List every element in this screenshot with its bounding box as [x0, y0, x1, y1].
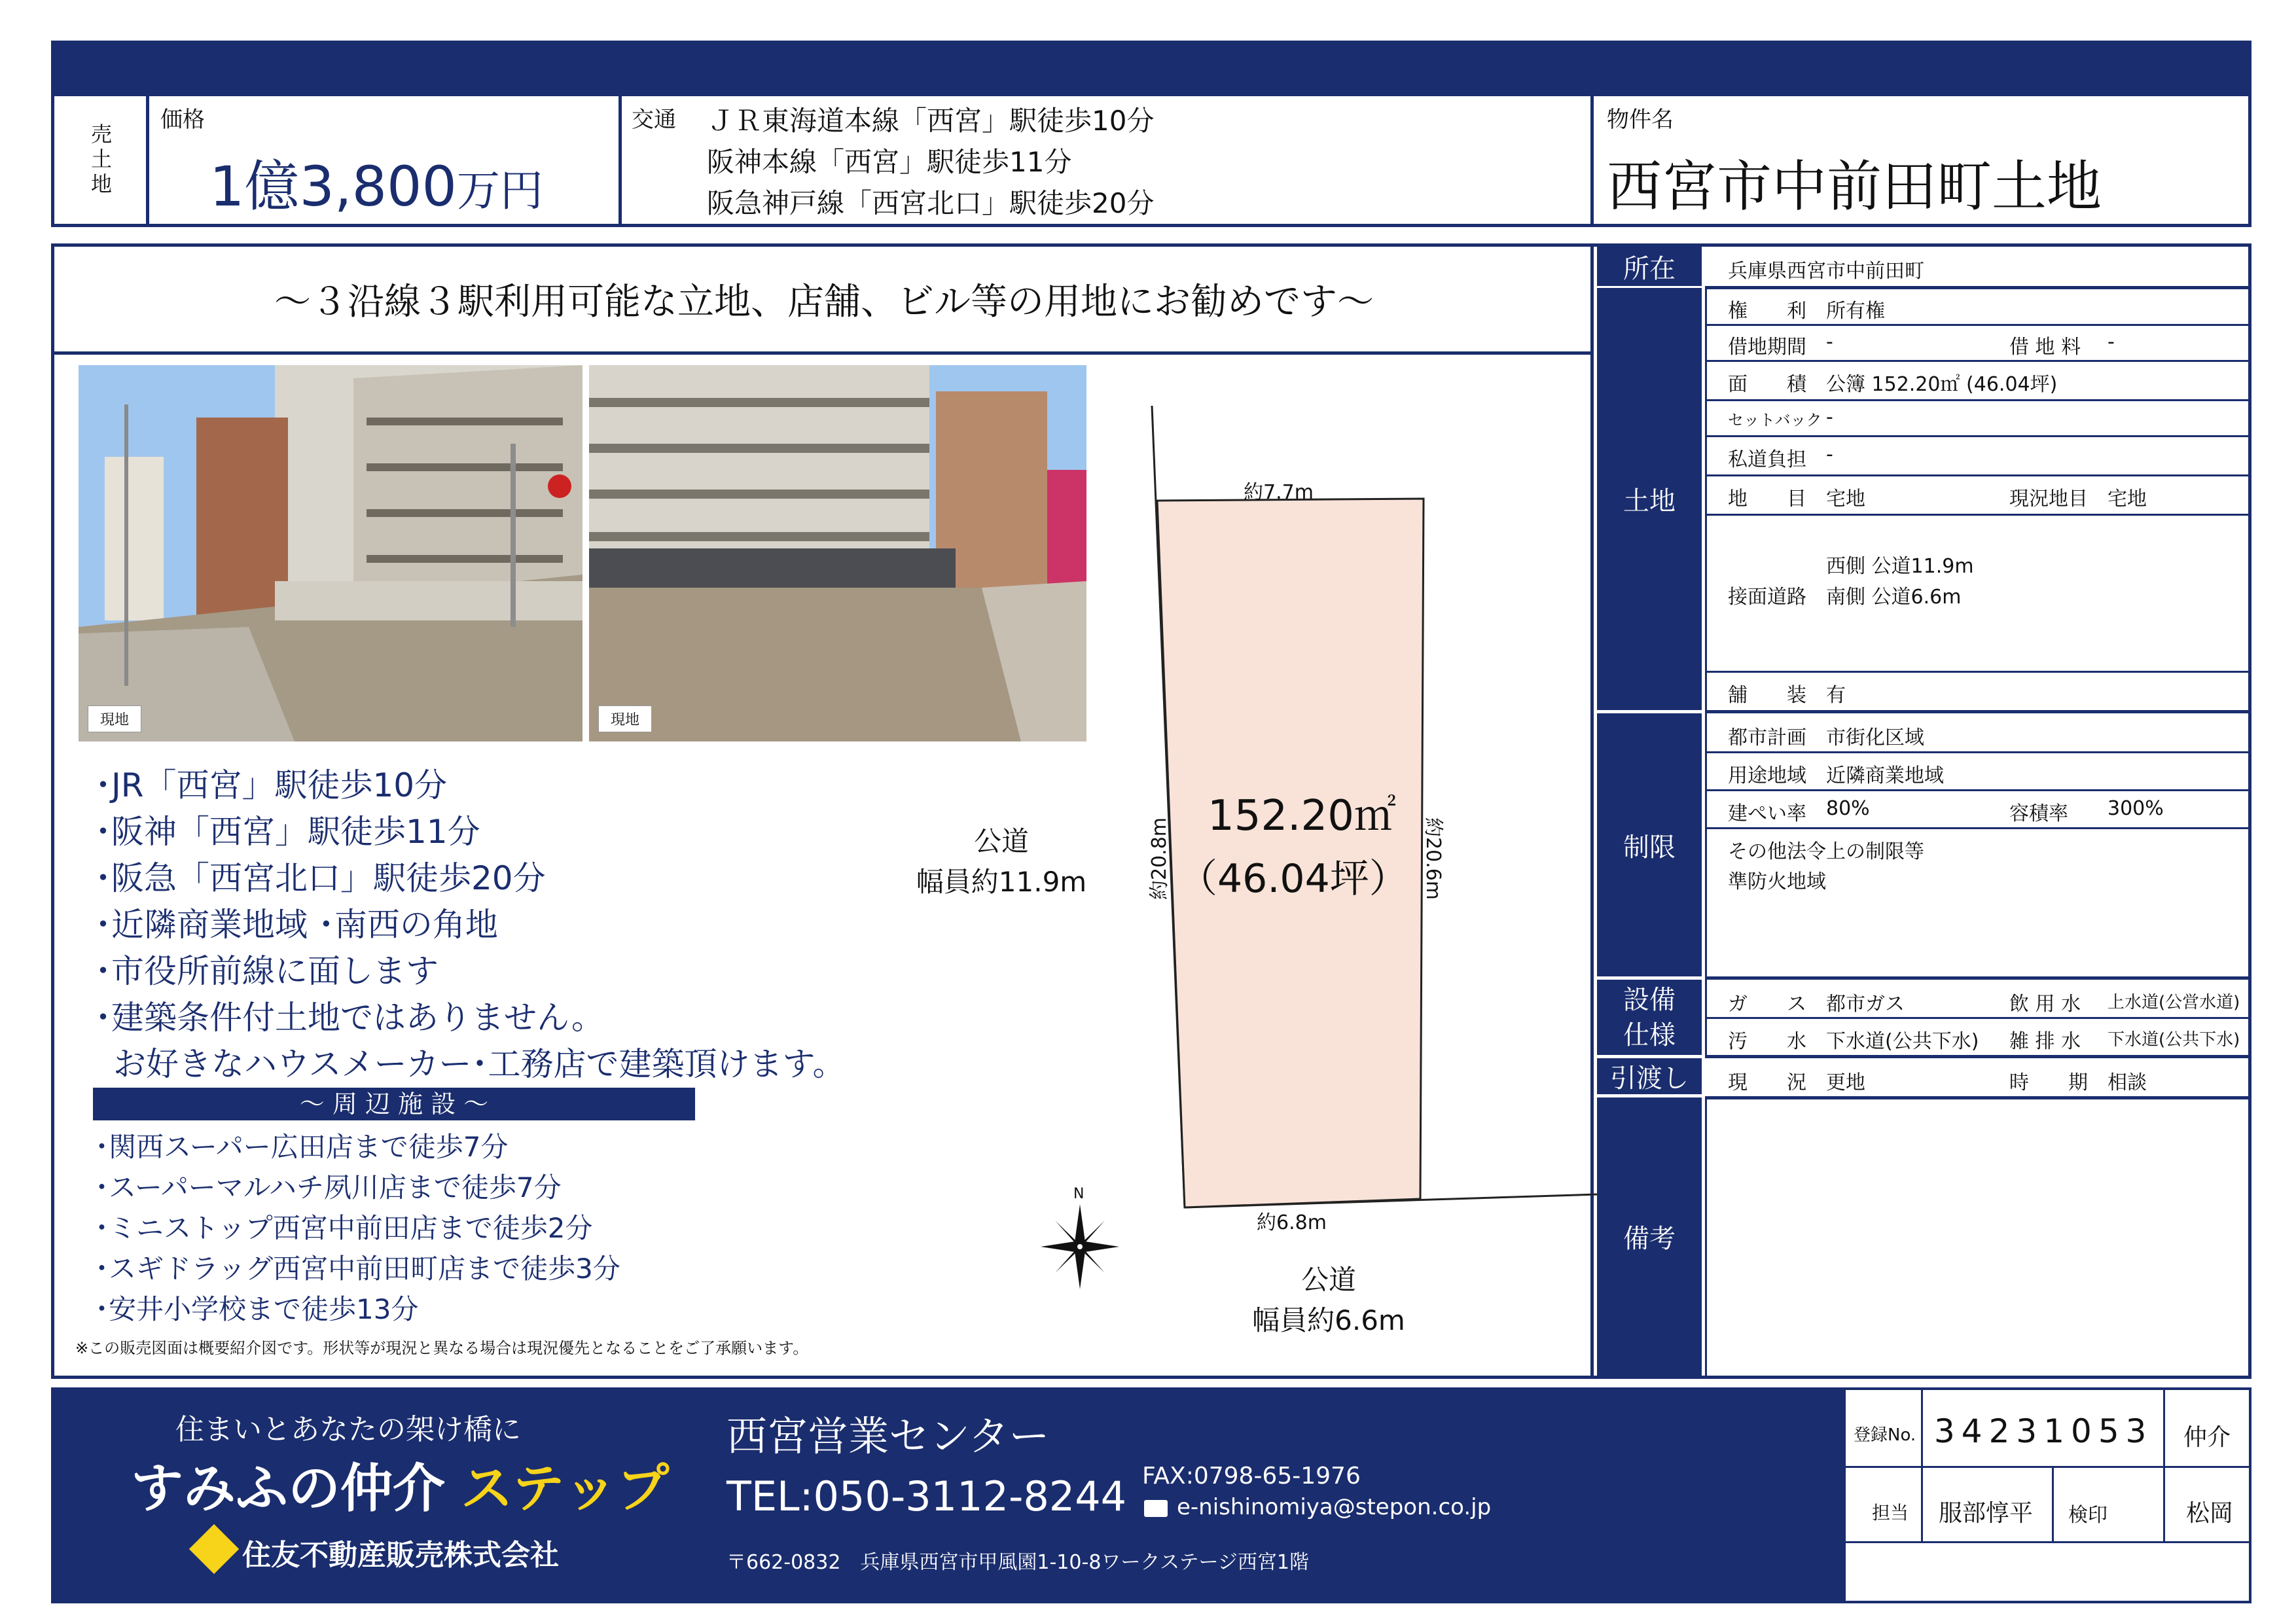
spec-sewage	[1705, 1017, 2248, 1058]
spec-zoning	[1705, 751, 2248, 791]
sale-type-cell	[54, 96, 149, 224]
spec-value: -	[1826, 406, 1833, 429]
spec-gas	[1705, 980, 2248, 1019]
spec-value: 兵庫県西宮市中前田町	[1728, 260, 1924, 283]
highlight-item: お好きなハウスメーカー･工務店で建築頂けます。	[113, 1045, 846, 1083]
spec-category	[1705, 474, 2248, 516]
spec-private-road	[1705, 435, 2248, 476]
fax: FAX:0798-65-1976	[1142, 1463, 1361, 1489]
south-road-label	[1217, 1260, 1440, 1341]
catch-box	[54, 247, 1594, 355]
spec-value: 南側 公道6.6m	[1826, 586, 1962, 609]
spec-column-line	[1705, 288, 1707, 1055]
access-label: 交通	[632, 107, 676, 133]
sale-type: 売土地	[88, 122, 113, 198]
spec-value: 準防火地域	[1728, 870, 1826, 893]
spec-location	[1705, 247, 2248, 289]
spec-value: 市街化区域	[1826, 726, 1924, 749]
spec-value: 相談	[2108, 1071, 2147, 1094]
spec-value: 下水道(公共下水)	[2108, 1030, 2240, 1050]
spec-label: 地 目	[1728, 488, 1806, 510]
highlight-item: ･建築条件付土地ではありません。	[95, 999, 604, 1037]
disclaimer: ※この販売図面は概要紹介図です。形状等が現況と異なる場合は現況優先となることをご了承願います。	[75, 1339, 809, 1357]
location-header: 所在	[1597, 247, 1702, 286]
photo-caption: 現地	[598, 705, 652, 732]
spec-value: 宅地	[1826, 488, 1865, 510]
spec-label: 面 積	[1728, 373, 1806, 396]
spec-setback	[1705, 399, 2248, 437]
spec-label: 都市計画	[1728, 726, 1806, 749]
spec-label: 現況地目	[2009, 488, 2088, 510]
price-unit: 万円	[456, 166, 543, 216]
spec-label: 借 地 料	[2009, 336, 2081, 359]
nearby-list	[95, 1127, 620, 1330]
highlight-item: ･阪神「西宮」駅徒歩11分	[95, 813, 480, 851]
highlight-item: ･阪急「西宮北口」駅徒歩20分	[95, 859, 546, 897]
address: 〒662-0832 兵庫県西宮市甲風園1-10-8ワークステージ西宮1階	[726, 1551, 1310, 1574]
spec-label: 建ぺい率	[1728, 802, 1806, 825]
site-photo-2	[589, 365, 1086, 741]
spec-label: 雑 排 水	[2009, 1030, 2081, 1053]
spec-ratio	[1705, 789, 2248, 829]
right-depth: 約20.6m	[1422, 817, 1445, 901]
spec-value: 所有権	[1826, 300, 1885, 323]
bottom-width: 約6.8m	[1257, 1211, 1327, 1234]
spec-label: その他法令上の制限等	[1728, 840, 1924, 863]
spec-label: セットバック	[1728, 411, 1822, 429]
email: e-nishinomiya@stepon.co.jp	[1177, 1494, 1492, 1520]
road-type: 公道	[973, 825, 1029, 857]
spec-label: 飲 用 水	[2009, 993, 2081, 1016]
spec-value: -	[1826, 330, 1833, 353]
spec-value: 80%	[1826, 797, 1870, 820]
spec-value: 有	[1826, 684, 1846, 707]
spec-value: 公簿 152.20㎡ (46.04坪)	[1826, 373, 2058, 396]
land-header: 土地	[1597, 288, 1702, 710]
access-line-3: 阪急神戸線「西宮北口」駅徒歩20分	[707, 187, 1155, 219]
spec-label: 現 況	[1728, 1071, 1806, 1094]
spec-value: -	[2108, 330, 2115, 353]
brand-main: すみふの仲介	[131, 1458, 445, 1519]
nearby-item: ･関西スーパー広田店まで徒歩7分	[95, 1131, 509, 1163]
access-line-2: 阪神本線「西宮」駅徒歩11分	[707, 146, 1072, 178]
area-sqm: 152.20㎡	[1208, 792, 1396, 840]
spec-road	[1705, 514, 2248, 673]
spec-value: 近隣商業地域	[1826, 764, 1944, 787]
spec-value: 都市ガス	[1826, 993, 1905, 1016]
divider	[1590, 96, 1594, 224]
footer-tagline: 住まいとあなたの架け橋に	[175, 1413, 521, 1446]
spec-label: 権 利	[1728, 300, 1806, 323]
brand-logo	[131, 1446, 669, 1522]
facility-header: 設備 仕様	[1597, 980, 1702, 1055]
mail-icon	[1144, 1500, 1168, 1517]
handover-header: 引渡し	[1597, 1058, 1702, 1094]
road-width: 幅員約6.6m	[1252, 1304, 1405, 1336]
spec-handover	[1705, 1058, 2248, 1099]
spec-value: 西側 公道11.9m	[1826, 555, 1974, 578]
spec-value: 更地	[1826, 1071, 1865, 1094]
highlights	[95, 762, 846, 1088]
reg-label: 登録No.	[1854, 1425, 1916, 1445]
site-photo-1	[79, 365, 583, 741]
property-name: 西宮市中前田町土地	[1607, 154, 2102, 219]
staff-name: 服部惇平	[1939, 1500, 2034, 1527]
price-amount: 1億3,800	[209, 154, 457, 219]
highlight-item: ･JR「西宮」駅徒歩10分	[95, 766, 448, 804]
divider	[619, 96, 622, 224]
spec-label: 用途地域	[1728, 764, 1806, 787]
company-name: 住友不動産販売株式会社	[242, 1539, 559, 1572]
nearby-item: ･ミニストップ西宮中前田店まで徒歩2分	[95, 1212, 593, 1244]
spec-value: 下水道(公共下水)	[1826, 1030, 1979, 1053]
left-depth: 約20.8m	[1148, 817, 1172, 901]
area-tsubo: （46.04坪）	[1178, 856, 1408, 902]
nearby-title: ～ 周 辺 施 設 ～	[93, 1088, 695, 1120]
spec-label: 私道負担	[1728, 448, 1806, 471]
spec-value: -	[1826, 443, 1833, 466]
tel: TEL:050-3112-8244	[726, 1472, 1127, 1520]
property-name-label: 物件名	[1607, 107, 1674, 133]
spec-paving	[1705, 671, 2248, 713]
nearby-item: ･スーパーマルハチ夙川店まで徒歩7分	[95, 1171, 562, 1204]
catch-copy: ～３沿線３駅利用可能な立地、店舗、ビル等の用地にお勧めです～	[274, 281, 1374, 323]
reg-no: 34231053	[1934, 1412, 2153, 1450]
spec-city-plan	[1705, 713, 2248, 753]
price-label: 価格	[160, 107, 205, 133]
road-type: 公道	[1300, 1264, 1356, 1296]
staff-label: 担当	[1872, 1502, 1909, 1524]
access-line-1: ＪＲ東海道本線「西宮」駅徒歩10分	[707, 105, 1155, 137]
restriction-header: 制限	[1597, 713, 1702, 976]
spec-label: 借地期間	[1728, 336, 1806, 359]
top-band	[51, 41, 2251, 96]
nearby-item: ･スギドラッグ西宮中前田町店まで徒歩3分	[95, 1253, 620, 1285]
spec-right	[1705, 288, 2248, 326]
spec-label: 汚 水	[1728, 1030, 1806, 1053]
check-label: 検印	[2068, 1504, 2108, 1527]
compass-n: N	[1073, 1186, 1085, 1202]
spec-label: 時 期	[2009, 1071, 2088, 1094]
spec-label: 舗 装	[1728, 684, 1806, 707]
compass-icon	[1041, 1204, 1119, 1289]
west-road-label	[890, 821, 1113, 902]
highlight-item: ･近隣商業地域 ･南西の角地	[95, 906, 498, 944]
remarks-box	[1705, 1097, 2248, 1376]
spec-label: ガ ス	[1728, 993, 1806, 1016]
remarks-header: 備考	[1597, 1097, 1702, 1376]
spec-area	[1705, 360, 2248, 401]
spec-value: 宅地	[2108, 488, 2147, 510]
spec-label: 容積率	[2009, 802, 2068, 825]
spec-value: 300%	[2108, 797, 2164, 820]
checker-name: 松岡	[2186, 1500, 2234, 1527]
brand-sub: ステップ	[461, 1458, 670, 1519]
highlight-item: ･市役所前線に面します	[95, 952, 439, 990]
nearby-item: ･安井小学校まで徒歩13分	[95, 1293, 419, 1325]
road-width: 幅員約11.9m	[916, 866, 1087, 898]
office-name: 西宮営業センター	[726, 1412, 1050, 1460]
spec-other	[1705, 827, 2248, 980]
price	[209, 143, 543, 222]
spec-lease	[1705, 324, 2248, 362]
broker-label: 仲介	[2183, 1424, 2231, 1451]
spec-value: 上水道(公営水道)	[2108, 993, 2240, 1012]
photo-caption: 現地	[88, 705, 141, 732]
top-width: 約7.7m	[1244, 481, 1314, 504]
spec-label: 接面道路	[1728, 586, 1806, 609]
